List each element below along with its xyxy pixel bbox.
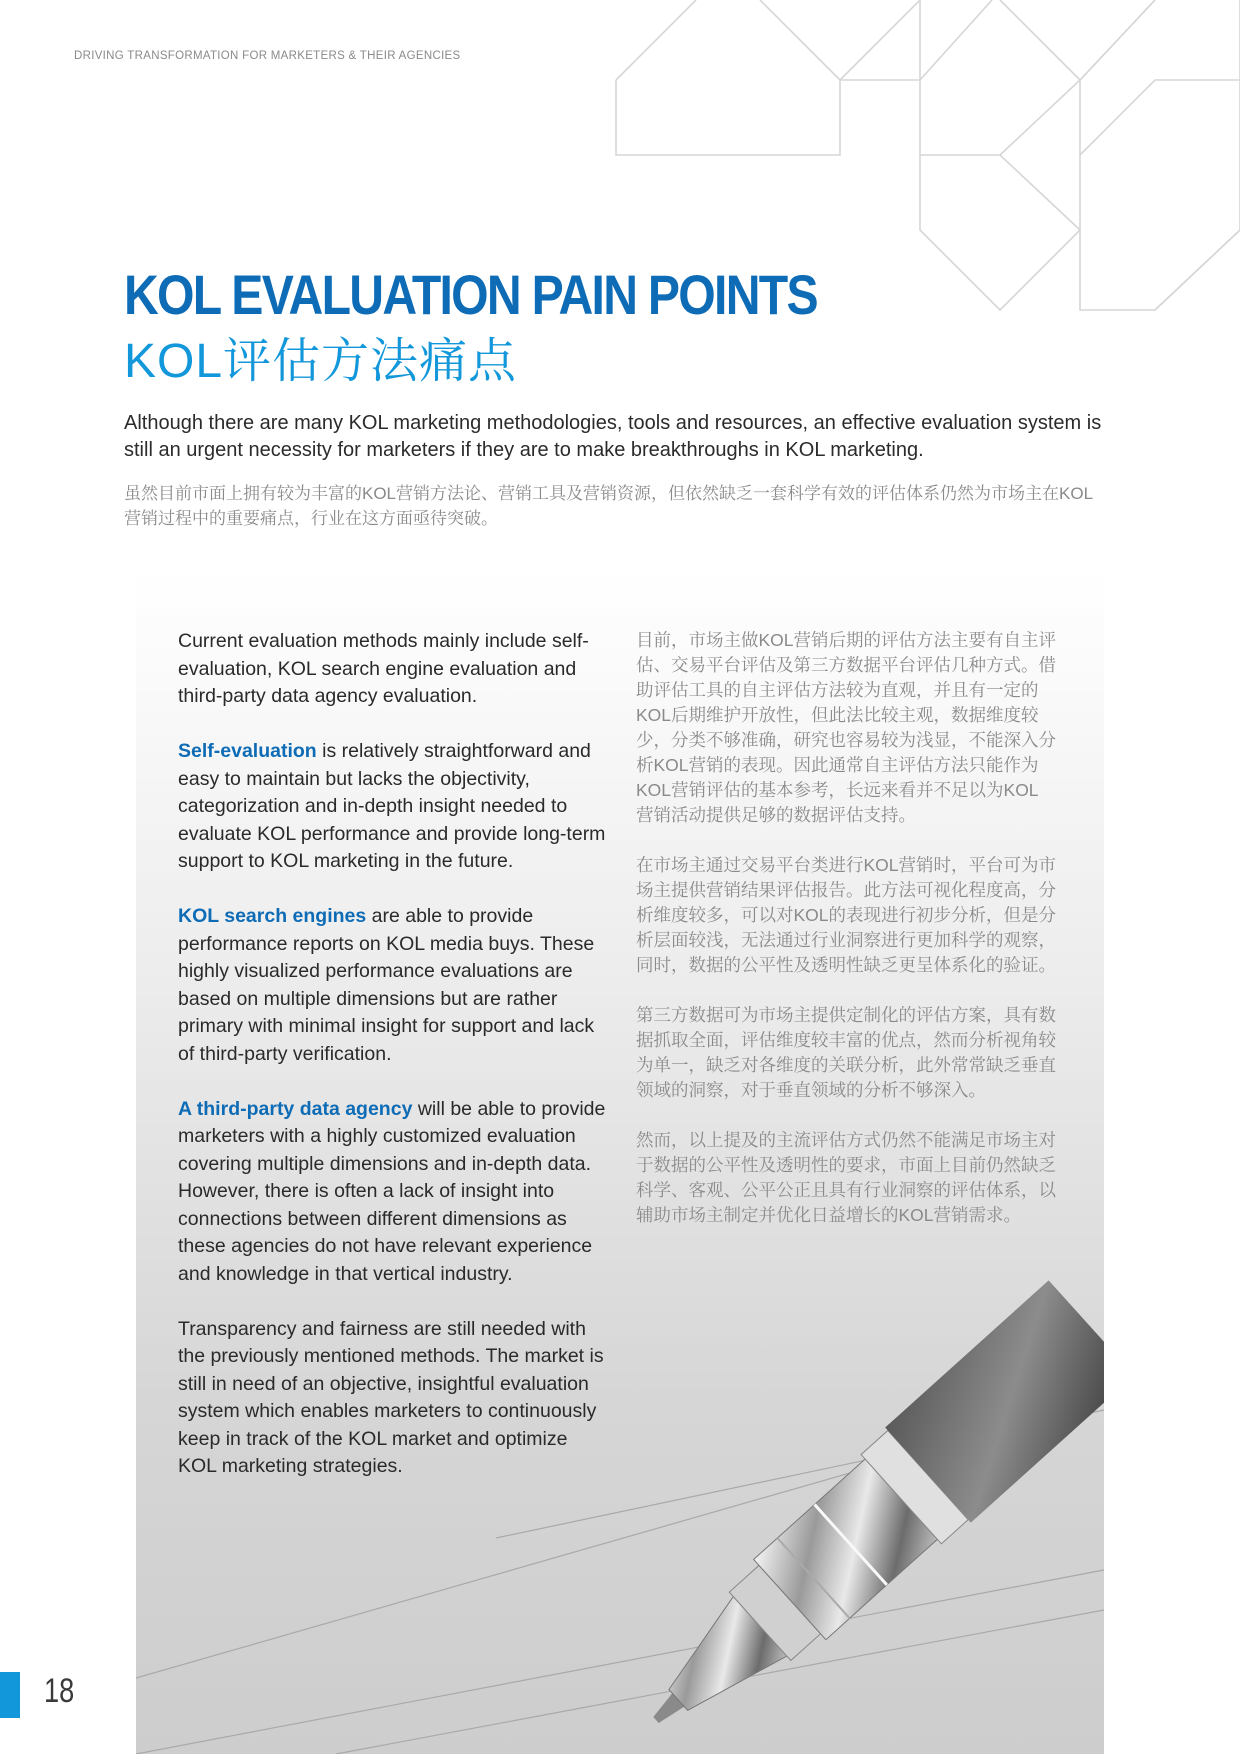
page-title-chinese: KOL评估方法痛点 (124, 335, 518, 388)
body-paragraph-chinese: 然而，以上提及的主流评估方式仍然不能满足市场主对于数据的公平性及透明性的要求，市面上目前仍然缺乏科学、客观、公平公正且具有行业洞察的评估体系，以辅助市场主制定并优化日益增长的KOL营销需求。 (636, 1130, 1056, 1225)
highlight-term: KOL search engines (178, 905, 367, 927)
body-paragraph: Current evaluation methods mainly include self-evaluation, KOL search engine evaluation and third-party data agency evaluation. (178, 630, 589, 707)
paragraph-text: is relatively straightforward and easy to maintain but lacks the objectivity, categorization and in-depth insight needed to evaluate KOL performance and provide long-term support to KOL marketing in the future. (178, 740, 606, 872)
content-panel (136, 570, 1104, 1754)
body-paragraph (178, 903, 608, 1068)
body-paragraph (178, 1096, 608, 1289)
intro-paragraph: Although there are many KOL marketing methodologies, tools and resources, an effective evaluation system is still an urgent necessity for marketers if they are to make breakthroughs in KOL marketing. (124, 412, 1102, 461)
page-number: 18 (44, 1672, 75, 1710)
body-paragraph-chinese: 在市场主通过交易平台类进行KOL营销时，平台可为市场主提供营销结果评估报告。此方法可视化程度高，分析维度较多，可以对KOL的表现进行初步分析，但是分析层面较浅，无法通过行业洞察进行更加科学的观察，同时，数据的公平性及透明性缺乏更呈体系化的验证。 (636, 855, 1057, 975)
body-column-english (178, 628, 608, 1508)
body-paragraph-chinese: 目前，市场主做KOL营销后期的评估方法主要有自主评估、交易平台评估及第三方数据平台评估几种方式。借助评估工具的自主评估方法较为直观，并且有一定的KOL后期维护开放性，但此法比较主观，数据维度较少，分类不够准确，研究也容易较为浅显，不能深入分析KOL营销的表现。因此通常自主评估方法只能作为KOL营销评估的基本参考，长远来看并不足以为KOL营销活动提供足够的数据评估支持。 (636, 630, 1057, 825)
body-paragraph: Transparency and fairness are still needed with the previously mentioned methods. The market is still in need of an objective, insightful evaluation system which enables marketers to continuously keep in track of the KOL market and optimize KOL marketing strategies. (178, 1317, 604, 1477)
body-paragraph-chinese: 第三方数据可为市场主提供定制化的评估方案，具有数据抓取全面，评估维度较丰富的优点，然而分析视角较为单一，缺乏对各维度的关联分析，此外常常缺乏垂直领域的洞察，对于垂直领域的分析不够深入。 (636, 1005, 1056, 1100)
intro-paragraph-chinese: 虽然目前市面上拥有较为丰富的KOL营销方法论、营销工具及营销资源，但依然缺乏一套科学有效的评估体系仍然为市场主在KOL营销过程中的重要痛点，行业在这方面亟待突破。 (124, 484, 1094, 528)
highlight-term: A third-party data agency (178, 1097, 413, 1120)
paragraph-text: will be able to provide marketers with a highly customized evaluation covering multiple dimensions and in-depth data. However, there is often a lack of insight into connections between different dimensions as these agencies do not have relevant experience and knowledge in that vertical industry. (178, 1097, 606, 1285)
page-title: KOL EVALUATION PAIN POINTS (124, 263, 817, 326)
highlight-term: Self-evaluation (178, 740, 317, 762)
page-number-accent-bar (0, 1672, 20, 1718)
paragraph-text: are able to provide performance reports on KOL media buys. These highly visualized performance evaluations are based on multiple dimensions but are rather primary with minimal insight for support and lack of third-party verification. (178, 905, 595, 1065)
body-paragraph (178, 738, 608, 876)
running-header: DRIVING TRANSFORMATION FOR MARKETERS & THEIR AGENCIES (74, 50, 461, 62)
body-column-chinese (636, 628, 1056, 1253)
